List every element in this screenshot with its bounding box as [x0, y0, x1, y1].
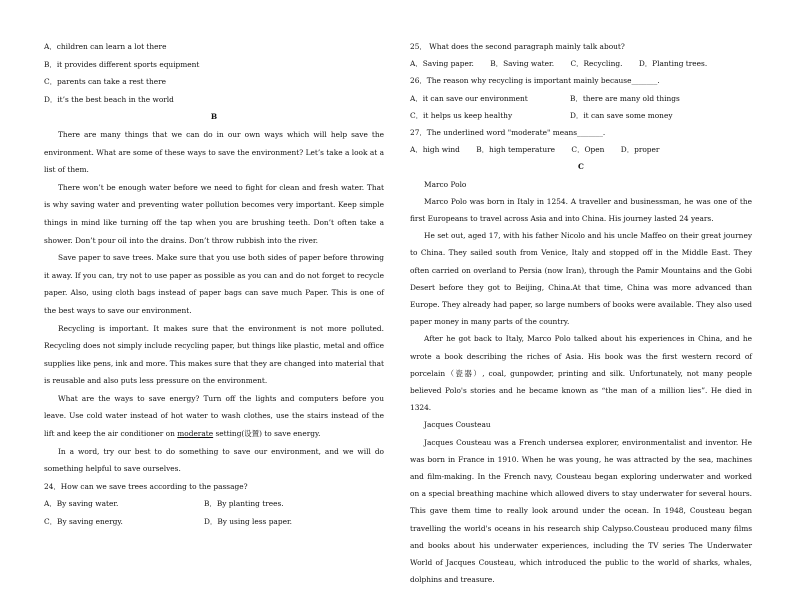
option-b: B．Saving water. — [490, 59, 555, 69]
paragraph: There won’t be enough water before we need to fight for clean and fresh water. That is why saving water and preventing water pollution becomes very important. Keep simple things in mind like turning off the tap when you are brushing teeth. Don’t often take a shower. Don’t pour oil into the drains. Don’t throw rubbish into the river. — [44, 182, 384, 245]
question-26-options — [410, 90, 752, 107]
option-d: D．By using less paper. — [204, 517, 293, 527]
paragraph: He set out, aged 17, with his father Nicolo and his uncle Maffeo on their great journey to China. They sailed south from Venice, Italy and stopped off in the Middle East. They often carried on overland to Persia (now Iran), through the Pamir Mountains and the Gobi Desert before they got to Beijing, China.At that time, China was more advanced than Europe. They already had paper, so large numbers of books were available. They also used paper money in many parts of the country. — [410, 231, 752, 327]
paragraph: Save paper to save trees. Make sure that you use both sides of paper before throwing it away. If you can, try not to use paper as possible as you can and do not forget to recycle paper. Also, using cloth bags instead of paper bags can save much Paper. This is one of the best ways to save our environment. — [44, 253, 384, 315]
question-24: 24．How can we save trees according to the passage? — [44, 481, 248, 491]
option-c: C．Recycling. — [570, 59, 623, 69]
paragraph: In a word, try our best to do something to save our environment, and we will do something helpful to save ourselves. — [44, 446, 384, 474]
paragraph: Jacques Cousteau was a French undersea explorer, environmentalist and inventor. He was born in France in 1910. When he was young, he was attracted by the sea, machines and film-making. In the French navy, Cousteau began exploring underwater and worked on a special breathing machine which allowed divers to stay underwater for several hours. This gave them time to really look around under the ocean. In 1948, Cousteau began travelling the world's oceans in his research ship Calypso.Cousteau produced many films and books about his underwater experiences, including the TV series The Underwater World of Jacques Cousteau, which introduced the public to the world of sharks, whales, dolphins and treasure. — [410, 437, 752, 585]
right-column — [410, 38, 752, 589]
paragraph-text: setting(设置) to save energy. — [213, 429, 321, 439]
option-c: C．parents can take a rest there — [44, 77, 166, 87]
question-26: 26．The reason why recycling is important mainly because_______. — [410, 76, 660, 86]
option-d: D．it can save some money — [570, 110, 673, 120]
left-column — [44, 38, 384, 531]
paragraph: Recycling is important. It makes sure that the environment is not more polluted. Recycling does not simply include recycling paper, but things like plastic, metal and office supplies like pens, ink and more. This makes sure that they are changed into material that is reusable and also puts less pressure on the environment. — [44, 323, 384, 386]
subheading-jacques-cousteau: Jacques Cousteau — [424, 420, 491, 430]
option-c: C．it helps us keep healthy — [410, 110, 513, 120]
section-heading-b: B — [210, 112, 218, 122]
option-b: B．high temperature — [476, 145, 556, 155]
paragraph — [44, 390, 384, 443]
question-24-options — [44, 513, 384, 531]
section-heading-c: C — [578, 162, 584, 172]
option-a: A．high wind — [410, 145, 460, 155]
question-25-options — [410, 55, 752, 72]
option-a: A．Saving paper. — [410, 59, 474, 69]
option-a: A．By saving water. — [44, 499, 119, 509]
paragraph-text: What are the ways to save energy? Turn off the lights and computers before you leave. Use cold water instead of hot water to wash clothes, use the stairs instead of the lift and keep the air conditioner on — [44, 393, 384, 439]
option-d: D．Planting trees. — [638, 59, 708, 69]
question-27-options — [410, 141, 752, 158]
question-26-options — [410, 107, 752, 124]
question-27: 27．The underlined word "moderate" means_______. — [410, 128, 606, 138]
option-c: C．Open — [571, 145, 605, 155]
option-b: B．By planting trees. — [204, 499, 284, 509]
option-a: A．it can save our environment — [410, 93, 528, 103]
question-25: 25． What does the second paragraph mainly talk about? — [410, 42, 625, 51]
paragraph: Marco Polo was born in Italy in 1254. A traveller and businessman, he was one of the first Europeans to travel across Asia and into China. His journey lasted 24 years. — [410, 196, 752, 224]
subheading-marco-polo: Marco Polo — [424, 179, 467, 189]
option-d: D．proper — [620, 145, 660, 155]
question-24-options — [44, 495, 384, 513]
paragraph: After he got back to Italy, Marco Polo talked about his experiences in China, and he wrote a book describing the riches of Asia. His book was the first western record of porcelain（瓷器）, coal, gunpowder, printing and silk. Unfortunately, not many people believed Polo's stories and he became known as “the man of a million lies”. He died in 1324. — [410, 334, 752, 413]
underlined-word: moderate — [177, 429, 214, 439]
option-b: B．there are many old things — [570, 93, 680, 103]
option-a: A．children can learn a lot there — [44, 42, 167, 51]
option-d: D．it’s the best beach in the world — [44, 94, 174, 104]
paragraph: There are many things that we can do in our own ways which will help save the environment. What are some of these ways to save the environment? Let’s take a look at a list of them. — [44, 129, 384, 175]
option-c: C．By saving energy. — [44, 517, 123, 527]
option-b: B．it provides different sports equipment — [44, 59, 200, 69]
